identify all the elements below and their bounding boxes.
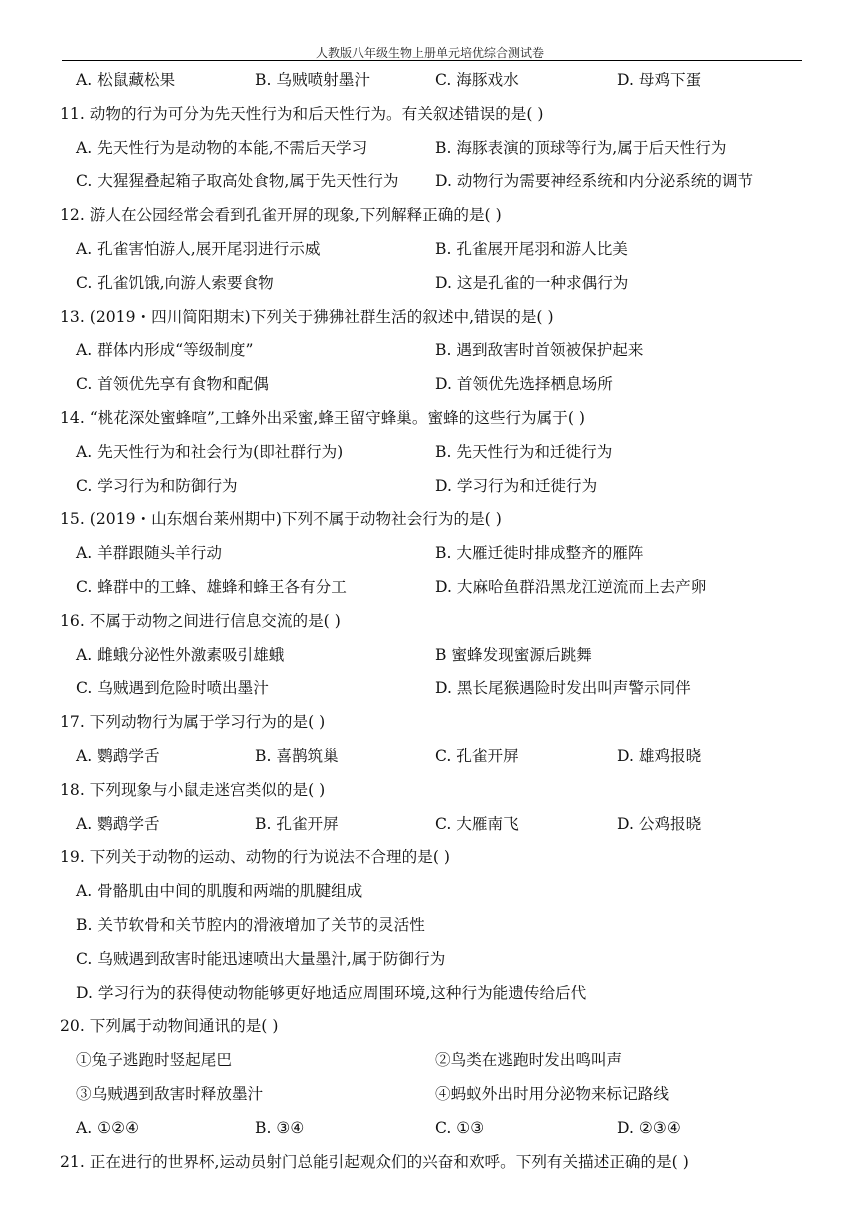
option-row: [60, 537, 800, 571]
option-row: [60, 639, 800, 673]
option-text: B. 乌贼喷射墨汁: [255, 71, 370, 89]
option-row: [60, 267, 800, 301]
option-text: D. 首领优先选择栖息场所: [435, 375, 613, 394]
header-rule: [62, 60, 802, 61]
question-stem: [60, 402, 800, 436]
option-text: B. ③④: [255, 1118, 305, 1137]
option-row: [60, 165, 800, 199]
question-text: 11. 动物的行为可分为先天性行为和后天性行为。有关叙述错误的是( ): [60, 104, 544, 123]
option-row: [60, 909, 800, 943]
option-text: ③乌贼遇到敌害时释放墨汁: [76, 1084, 264, 1103]
option-text: D. 雄鸡报晓: [617, 746, 702, 765]
option-text: A. 骨骼肌由中间的肌腹和两端的肌腱组成: [76, 882, 363, 901]
option-text: D. 这是孔雀的一种求偶行为: [435, 273, 629, 292]
option-row: [60, 368, 800, 402]
option-text: C. 首领优先享有食物和配偶: [76, 375, 269, 394]
option-text: A. 群体内形成“等级制度”: [76, 341, 254, 360]
option-row: [60, 672, 800, 706]
option-text: D. ②③④: [617, 1118, 681, 1137]
option-row: [60, 64, 800, 98]
option-text: B 蜜蜂发现蜜源后跳舞: [435, 645, 592, 664]
option-text: D. 学习行为的获得使动物能够更好地适应周围环境,这种行为能遗传给后代: [76, 983, 587, 1002]
option-text: B. 大雁迁徙时排成整齐的雁阵: [435, 544, 644, 563]
question-stem: [60, 706, 800, 740]
question-text: 20. 下列属于动物间通讯的是( ): [60, 1017, 279, 1036]
option-text: C. 乌贼遇到危险时喷出墨汁: [76, 679, 269, 698]
question-text: 14. “桃花深处蜜蜂喧”,工蜂外出采蜜,蜂王留守蜂巢。蜜蜂的这些行为属于( ): [60, 408, 585, 427]
option-text: C. 大猩猩叠起箱子取高处食物,属于先天性行为: [76, 172, 399, 191]
option-text: B. 孔雀开屏: [255, 814, 339, 833]
question-stem: [60, 1146, 800, 1180]
option-row: [60, 875, 800, 909]
option-text: C. 大雁南飞: [435, 814, 519, 833]
question-stem: [60, 199, 800, 233]
question-text: 17. 下列动物行为属于学习行为的是( ): [60, 713, 326, 732]
question-text: 21. 正在进行的世界杯,运动员射门总能引起观众们的兴奋和欢呼。下列有关描述正确的是( ): [60, 1152, 689, 1171]
option-text: D. 动物行为需要神经系统和内分泌系统的调节: [435, 172, 754, 191]
option-text: A. 羊群跟随头羊行动: [76, 544, 222, 563]
option-text: C. 学习行为和防御行为: [76, 476, 238, 495]
option-text: A. 孔雀害怕游人,展开尾羽进行示威: [76, 239, 321, 258]
option-row: [60, 571, 800, 605]
option-row: [60, 740, 800, 774]
option-row: [60, 233, 800, 267]
option-row: [60, 132, 800, 166]
option-row: [60, 334, 800, 368]
option-row: [60, 470, 800, 504]
question-stem: [60, 301, 800, 335]
option-text: B. 喜鹊筑巢: [255, 746, 339, 765]
option-text: A. 先天性行为和社会行为(即社群行为): [76, 442, 344, 461]
option-text: A. 先天性行为是动物的本能,不需后天学习: [76, 138, 368, 157]
option-row: [60, 977, 800, 1011]
option-text: D. 大麻哈鱼群沿黑龙江逆流而上去产卵: [435, 577, 707, 596]
option-row: [60, 943, 800, 977]
option-text: A. 鹦鹉学舌: [76, 814, 160, 833]
question-list: [60, 64, 800, 1179]
option-text: C. ①③: [435, 1118, 485, 1137]
question-text: 16. 不属于动物之间进行信息交流的是( ): [60, 611, 341, 630]
question-stem: [60, 98, 800, 132]
option-text: D. 学习行为和迁徙行为: [435, 476, 598, 495]
option-text: C. 孔雀饥饿,向游人索要食物: [76, 273, 274, 292]
option-text: B. 先天性行为和迁徙行为: [435, 442, 613, 461]
option-row: [60, 808, 800, 842]
option-text: B. 遇到敌害时首领被保护起来: [435, 341, 644, 360]
question-stem: [60, 1010, 800, 1044]
question-text: 13. (2019・四川简阳期末)下列关于狒狒社群生活的叙述中,错误的是( ): [60, 307, 554, 326]
page-header: 人教版八年级生物上册单元培优综合测试卷: [315, 46, 544, 60]
option-row: [60, 1078, 800, 1112]
question-text: 12. 游人在公园经常会看到孔雀开屏的现象,下列解释正确的是( ): [60, 206, 502, 225]
question-text: 18. 下列现象与小鼠走迷宫类似的是( ): [60, 780, 326, 799]
option-text: D. 公鸡报晓: [617, 814, 702, 833]
option-text: D. 母鸡下蛋: [617, 71, 702, 89]
option-text: A. 鹦鹉学舌: [76, 746, 160, 765]
question-stem: [60, 605, 800, 639]
question-text: 19. 下列关于动物的运动、动物的行为说法不合理的是( ): [60, 848, 450, 867]
question-text: 15. (2019・山东烟台莱州期中)下列不属于动物社会行为的是( ): [60, 510, 502, 529]
option-text: B. 海豚表演的顶球等行为,属于后天性行为: [435, 138, 727, 157]
option-text: A. 松鼠藏松果: [76, 71, 176, 89]
option-row: [60, 1112, 800, 1146]
option-text: A. ①②④: [76, 1118, 140, 1137]
option-text: C. 乌贼遇到敌害时能迅速喷出大量墨汁,属于防御行为: [76, 949, 446, 968]
option-row: [60, 1044, 800, 1078]
option-text: ②鸟类在逃跑时发出鸣叫声: [435, 1051, 623, 1070]
option-row: [60, 436, 800, 470]
option-text: C. 孔雀开屏: [435, 746, 519, 765]
question-stem: [60, 774, 800, 808]
option-text: A. 雌蛾分泌性外激素吸引雄蛾: [76, 645, 285, 664]
option-text: C. 蜂群中的工蜂、雄蜂和蜂王各有分工: [76, 577, 347, 596]
option-text: B. 孔雀展开尾羽和游人比美: [435, 239, 628, 258]
option-text: ④蚂蚁外出时用分泌物来标记路线: [435, 1084, 669, 1103]
option-text: C. 海豚戏水: [435, 71, 519, 89]
option-text: ①兔子逃跑时竖起尾巴: [76, 1051, 232, 1070]
question-stem: [60, 841, 800, 875]
question-stem: [60, 503, 800, 537]
option-text: D. 黑长尾猴遇险时发出叫声警示同伴: [435, 679, 691, 698]
option-text: B. 关节软骨和关节腔内的滑液增加了关节的灵活性: [76, 915, 425, 934]
